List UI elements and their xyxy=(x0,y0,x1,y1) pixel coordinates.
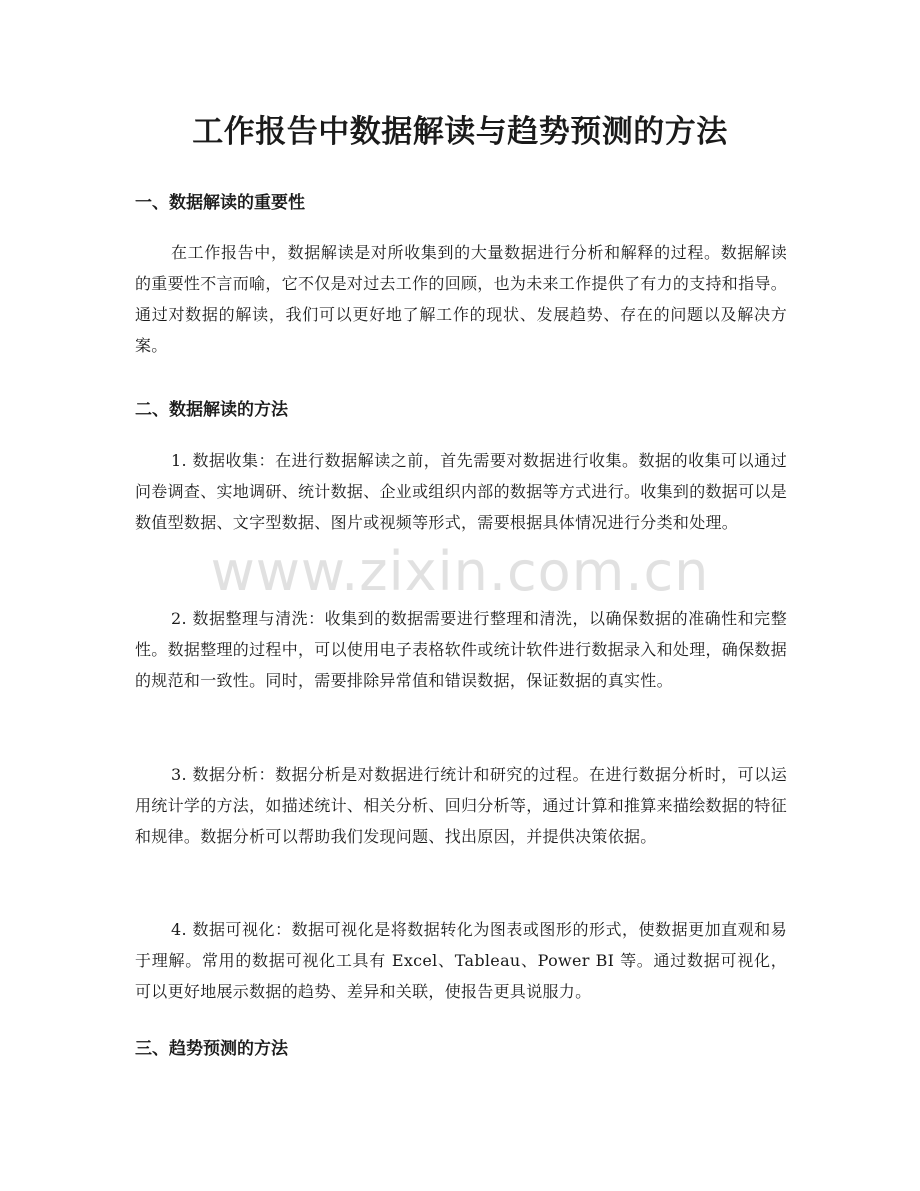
section-heading-importance: 一、数据解读的重要性 xyxy=(135,193,305,213)
watermark-text: www.zixin.com.cn xyxy=(210,540,710,603)
section-heading-methods: 二、数据解读的方法 xyxy=(135,400,288,420)
paragraph-data-analysis: 3. 数据分析：数据分析是对数据进行统计和研究的过程。在进行数据分析时，可以运用统计学的方法，如描述统计、相关分析、回归分析等，通过计算和推算来描绘数据的特征和规律。数据分析可以帮助我们发现问题、找出原因，并提供决策依据。 xyxy=(135,765,788,846)
paragraph-data-collection: 1. 数据收集：在进行数据解读之前，首先需要对数据进行收集。数据的收集可以通过问卷调查、实地调研、统计数据、企业或组织内部的数据等方式进行。收集到的数据可以是数值型数据、文字型数据、图片或视频等形式，需要根据具体情况进行分类和处理。 xyxy=(135,451,788,532)
document-title: 工作报告中数据解读与趋势预测的方法 xyxy=(192,114,728,150)
paragraph-importance: 在工作报告中，数据解读是对所收集到的大量数据进行分析和解释的过程。数据解读的重要性不言而喻，它不仅是对过去工作的回顾，也为未来工作提供了有力的支持和指导。通过对数据的解读，我们可以更好地了解工作的现状、发展趋势、存在的问题以及解决方案。 xyxy=(135,243,788,355)
section-heading-trend-forecast: 三、趋势预测的方法 xyxy=(135,1039,288,1059)
paragraph-data-cleaning: 2. 数据整理与清洗：收集到的数据需要进行整理和清洗，以确保数据的准确性和完整性。数据整理的过程中，可以使用电子表格软件或统计软件进行数据录入和处理，确保数据的规范和一致性。同时，需要排除异常值和错误数据，保证数据的真实性。 xyxy=(135,609,788,690)
paragraph-data-visualization: 4. 数据可视化：数据可视化是将数据转化为图表或图形的形式，使数据更加直观和易于理解。常用的数据可视化工具有 Excel、Tableau、Power BI 等。通过数据可视化，可以更好地展示数据的趋势、差异和关联，使报告更具说服力。 xyxy=(135,920,787,1001)
